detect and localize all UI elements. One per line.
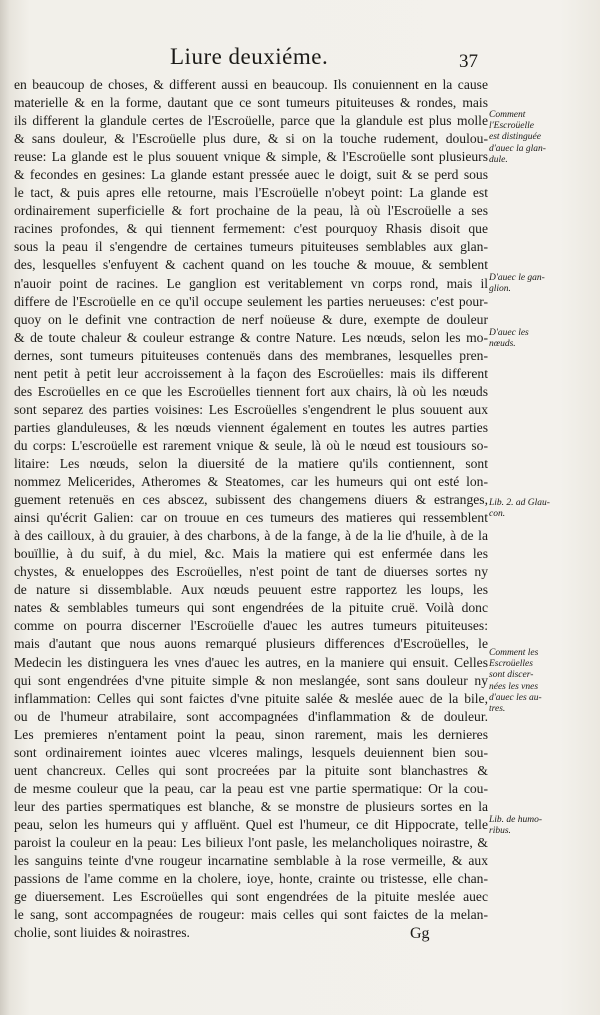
margin-note-ganglion: D'auec le gan- glion. bbox=[489, 273, 545, 295]
text-line: du corps: L'escroüelle est rarement vnique & seule, là où le nœud est tousiours so- bbox=[14, 437, 488, 453]
text-line: dernes, sont tumeurs pituiteuses contenuës dans des membranes, lesquelles pren- bbox=[14, 347, 488, 363]
text-line: leur des parties spermatiques est blanche, & se monstre de plusieurs sortes en la bbox=[14, 798, 488, 814]
text-line: & de toute chaleur & couleur estrange & contre Nature. Les nœuds, selon les mo- bbox=[14, 329, 488, 345]
text-line: ou de l'humeur atrabilaire, sont accompagnées d'inflammation & de douleur. bbox=[14, 708, 488, 724]
text-line: parties glanduleuses, & les nœuds viennent également en toutes les autres parties bbox=[14, 419, 488, 435]
text-line: ge diuersement. Les Escroüelles qui sont engendrées de la pituite meslée auec bbox=[14, 889, 488, 905]
text-line: qui sont engendrées d'vne pituite simple & non meslangée, sont sans douleur ny bbox=[14, 672, 488, 688]
text-line: chystes, & enueloppes des Escroüelles, n'est point de tant de diuerses sortes ny bbox=[14, 564, 488, 580]
text-line: inflammation: Celles qui sont faictes d'vne pituite salée & meslée auec de la bile, bbox=[14, 690, 488, 706]
text-line: le sang, sont accompagnées de rougeur: mais celles qui sont faictes de la melan- bbox=[14, 907, 488, 923]
text-line: differe de l'Escroüelle en ce qu'il occupe seulement les parties nerueuses: c'est pour- bbox=[14, 293, 488, 309]
text-line: litaire: Les nœuds, selon la diuersité de la matiere qu'ils contiennent, sont bbox=[14, 455, 488, 471]
text-line: & sans douleur, & l'Escroüelle plus dure, & si on la touche rudement, doulou- bbox=[14, 131, 488, 147]
text-line: sous la peau il s'engendre de certaines tumeurs pituiteuses semblables aux glan- bbox=[14, 239, 488, 255]
margin-note-noeuds: D'auec les nœuds. bbox=[489, 328, 529, 350]
text-line: ainsi qu'écrit Galien: car on trouue en ces tumeurs des matieres qui ressemblent bbox=[14, 510, 488, 526]
text-line: de nature si dissemblable. Aux nœuds peuuent estre rapportez les loups, les bbox=[14, 582, 488, 598]
text-line: peau, selon les humeurs qui y affluënt. Quel est l'humeur, ce dit Hippocrate, telle bbox=[14, 816, 488, 832]
margin-note-glandule: Comment l'Escroüelle est distinguée d'auec la glan- dule. bbox=[489, 110, 546, 165]
text-line: racines profondes, & qui tiennent fermement: c'est pourquoy Rhasis disoit que bbox=[14, 221, 488, 237]
text-line: en beaucoup de choses, & different aussi en beaucoup. Ils conuiennent en la cause bbox=[14, 77, 488, 92]
text-line: à des cailloux, à du grauier, à des charbons, à de la fange, à de la lie d'huile, à de la bbox=[14, 528, 488, 544]
text-line: bouïllie, à du suif, à du miel, &c. Mais la matiere qui est enfermée dans les bbox=[14, 546, 488, 562]
text-line: sont separez des parties voisines: Les Escroüelles s'engendrent le plus souuent aux bbox=[14, 401, 488, 417]
signature-mark: Gg bbox=[410, 925, 430, 942]
running-header-title: Liure deuxiéme. bbox=[170, 44, 329, 69]
margin-note-differences: Comment les Escroüelles sont discer- nées les vnes d'auec les au- tres. bbox=[489, 648, 542, 715]
text-line: ordinairement superficielle & fort prochaine de la peau, là où l'Escroüelle a ses bbox=[14, 203, 488, 219]
text-line: nent petit à petit leur accroissement à la façon des Escroüelles: mais ils different bbox=[14, 365, 488, 381]
text-line: des, lesquelles s'enfuyent & cachent quand on les touche & mouue, & semblent bbox=[14, 257, 488, 273]
text-line: materielle & en la forme, dautant que ce sont tumeurs pituiteuses & rondes, mais bbox=[14, 95, 488, 111]
text-line: nates & semblables tumeurs qui sont engendrées de la pituite cruë. Voilà donc bbox=[14, 600, 488, 616]
text-line: Medecin les distinguera les vnes d'auec les autres, en la maniere qui ensuit. Celles bbox=[14, 654, 488, 670]
text-line: sont ordinairement iointes auec vlceres malings, lesquels deuiennent bien sou- bbox=[14, 744, 488, 760]
page-number: 37 bbox=[459, 51, 478, 72]
text-line: paroist la couleur en la peau: Les bilieux l'ont pasle, les melancholiques noirastre, & bbox=[14, 834, 488, 850]
text-line: passions de l'ame comme en la cholere, ioye, honte, crainte ou tristesse, elle chan- bbox=[14, 871, 488, 887]
text-line: n'auoir point de racines. Le ganglion est veritablement vn corps rond, mais il bbox=[14, 275, 488, 291]
text-line: guement retenuës en ces abscez, subissent des changemens diuers & estranges, bbox=[14, 492, 488, 508]
text-line: comme on pourra discerner l'Escroüelle d'auec les autres tumeurs pituiteuses: bbox=[14, 618, 488, 634]
text-line: ils different la glandule certes de l'Escroüelle, parce que la glandule est plus molle bbox=[14, 113, 488, 129]
text-line: des Escroüelles en ce que les Escroüelles tiennent fort aux chairs, là où les nœuds bbox=[14, 383, 488, 399]
text-line: reuse: La glande est le plus souuent vnique & simple, & l'Escroüelle sont plusieurs bbox=[14, 149, 488, 165]
text-line: & fecondes en gesines: La glande estant pressée auec le doigt, suit & se perd sous bbox=[14, 167, 488, 183]
main-text-column bbox=[14, 76, 488, 942]
text-line: nommez Melicerides, Atheromes & Steatomes, car les humeurs qui ont esté lon- bbox=[14, 474, 488, 490]
margin-note-galien-reference: Lib. 2. ad Glau- con. bbox=[489, 498, 550, 520]
text-line: mais d'autant que nous auons remarqué plusieurs differences d'Escroüelles, le bbox=[14, 636, 488, 652]
text-line: Les premieres n'entament point la peau, sinon rarement, mais les dernieres bbox=[14, 726, 488, 742]
text-line: le tact, & puis apres elle retourne, mais l'Escroüelle n'obeyt point: La glande est bbox=[14, 185, 488, 201]
text-line: cholie, sont liuides & noirastres. bbox=[14, 925, 190, 941]
text-line: de mesme couleur que la peau, car la peau est vne partie spermatique: Or la cou- bbox=[14, 780, 488, 796]
margin-note-hippocrate-reference: Lib. de humo- ribus. bbox=[489, 815, 543, 837]
text-line: les sanguins teinte d'vne rougeur incarnatine semblable à la rose vermeille, & aux bbox=[14, 853, 488, 869]
text-line: uent chancreux. Celles qui sont procreées par la pituite sont blanchastres & bbox=[14, 762, 488, 778]
text-line: quoy on le definit vne contraction de nerf noüeuse & dure, exempte de douleur bbox=[14, 311, 488, 327]
